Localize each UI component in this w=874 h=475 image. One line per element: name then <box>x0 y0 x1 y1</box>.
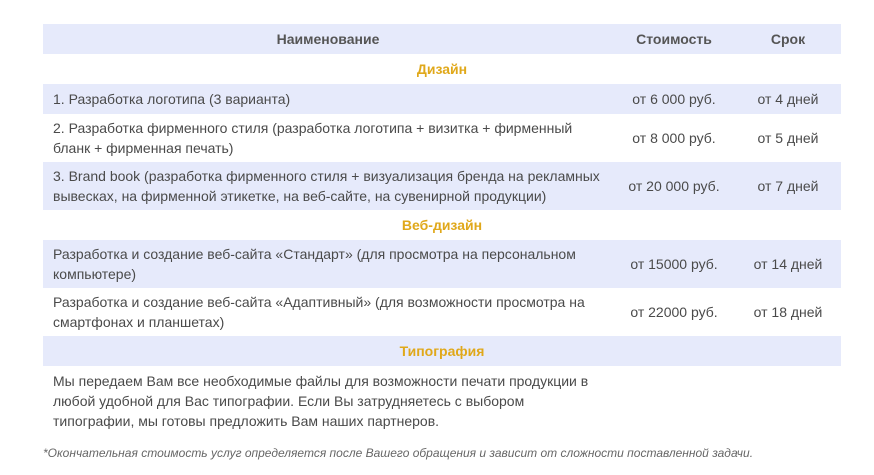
service-name: Разработка и создание веб-сайта «Стандарт» (для просмотра на персональном компьютере) <box>43 240 613 288</box>
table-row <box>43 240 841 288</box>
table-header-row <box>43 24 841 54</box>
table-row <box>43 84 841 114</box>
service-price: от 22000 руб. <box>630 304 718 320</box>
service-price: от 8 000 руб. <box>632 130 716 146</box>
header-term: Срок <box>735 24 841 54</box>
service-price: от 20 000 руб. <box>613 162 735 210</box>
service-name: 2. Разработка фирменного стиля (разработка логотипа + визитка + фирменный бланк + фирменная печать) <box>53 120 573 156</box>
header-name: Наименование <box>43 24 613 54</box>
category-title: Веб-дизайн <box>401 217 483 233</box>
footnote: *Окончательная стоимость услуг определяется после Вашего обращения и зависит от сложности поставленной задачи. <box>43 446 754 460</box>
service-price: от 6 000 руб. <box>613 84 735 114</box>
category-title: Дизайн <box>416 61 468 77</box>
category-design <box>43 54 841 84</box>
category-typography <box>43 336 841 366</box>
typography-note: Мы передаем Вам все необходимые файлы для возможности печати продукции в любой удобной для Вас типографии. Если Вы затрудняетесь с выбором типографии, мы готовы предложить Вам наших партнеров. <box>53 373 589 429</box>
service-term: от 7 дней <box>735 162 841 210</box>
empty-cell <box>735 366 841 436</box>
service-name: 1. Разработка логотипа (3 варианта) <box>43 84 613 114</box>
typography-note-row <box>43 366 841 436</box>
table-row <box>43 114 841 162</box>
service-term: от 5 дней <box>757 130 819 146</box>
service-term: от 14 дней <box>735 240 841 288</box>
table-row <box>43 162 841 210</box>
service-price: от 15000 руб. <box>613 240 735 288</box>
price-table <box>43 24 841 436</box>
header-price: Стоимость <box>613 24 735 54</box>
category-web-design <box>43 210 841 240</box>
service-name: Разработка и создание веб-сайта «Адаптивный» (для возможности просмотра на смартфонах и планшетах) <box>53 294 585 330</box>
service-name: 3. Brand book (разработка фирменного стиля + визуализация бренда на рекламных вывесках, на фирменной этикетке, на веб-сайте, на сувенирной продукции) <box>43 162 613 210</box>
service-term: от 18 дней <box>753 304 823 320</box>
service-term: от 4 дней <box>735 84 841 114</box>
table-row <box>43 288 841 336</box>
category-title: Типография <box>43 336 841 366</box>
empty-cell <box>613 366 735 436</box>
